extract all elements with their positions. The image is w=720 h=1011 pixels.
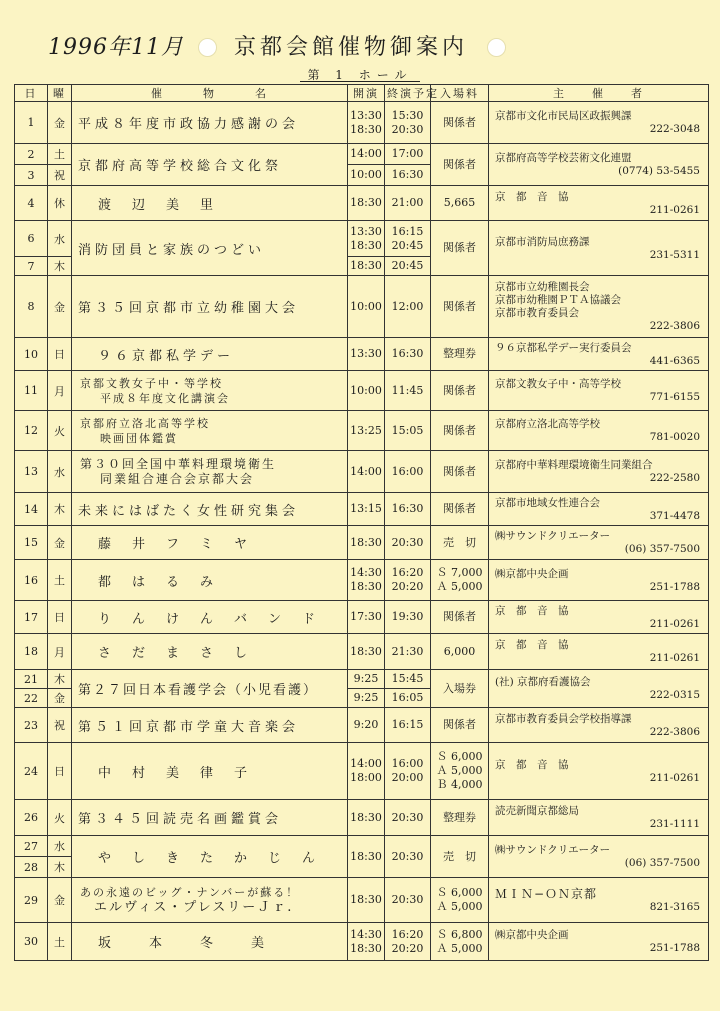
event-name: 第３５回京都市立幼稚園大会 xyxy=(72,276,348,338)
table-row: 2 土 京都府高等学校総合文化祭 14:00 17:00 関係者 京都府高等学校芸術文化連盟 (0774) 53-5455 xyxy=(15,144,709,165)
col-day: 日 xyxy=(15,85,48,102)
table-row: 7 木 18:30 20:45 xyxy=(15,257,709,276)
title xyxy=(48,30,469,61)
punch-hole-right xyxy=(487,38,506,57)
table-row: 6 水 消防団員と家族のつどい 13:30 18:30 16:15 20:45 関係者 京都市消防局庶務課 231-5311 xyxy=(15,221,709,257)
hall-label: 第 1 ホール xyxy=(307,68,413,82)
event-name: 都 は る み xyxy=(72,560,348,601)
event-name: 第３４５回読売名画鑑賞会 xyxy=(72,800,348,836)
table-row: 4 休 渡 辺 美 里 18:30 21:00 5,665 京 都 音 協 211-0261 xyxy=(15,186,709,221)
col-start: 開演 xyxy=(348,85,385,102)
table-row: 16 土 都 は る み 14:30 18:30 16:20 20:20 Ｓ 7,000 Ａ 5,000 ㈱京都中央企画 251-1788 xyxy=(15,560,709,601)
table-row: 12 火 京都府立洛北高等学校 映画団体鑑賞 13:25 15:05 関係者 京都府立洛北高等学校 781-0020 xyxy=(15,411,709,451)
table-row: 10 日 ９６京都私学デー 13:30 16:30 整理券 ９６京都私学デー実行委員会 441-6365 xyxy=(15,338,709,371)
table-row: 26 火 第３４５回読売名画鑑賞会 18:30 20:30 整理券 読売新聞京都総局 231-1111 xyxy=(15,800,709,836)
event-name: 渡 辺 美 里 xyxy=(72,186,348,221)
table-row: 13 水 第３０回全国中華料理環境衛生 同業組合連合会京都大会 14:00 16:00 関係者 京都府中華料理環境衛生同業組合 222-2580 xyxy=(15,451,709,493)
table-row: 18 月 さ だ ま さ し 18:30 21:30 6,000 京 都 音 協 211-0261 xyxy=(15,634,709,670)
event-name: あの永遠のビッグ・ナンバーが蘇る！ エルヴィス・プレスリーＪｒ. xyxy=(72,878,348,923)
punch-hole-left xyxy=(198,38,217,57)
event-name: 京都府高等学校総合文化祭 xyxy=(72,144,348,186)
event-name: り ん け ん バ ン ド xyxy=(72,601,348,634)
table-row: 3 祝 10:00 16:30 xyxy=(15,165,709,186)
table-row: 14 木 未来にはばたく女性研究集会 13:15 16:30 関係者 京都市地域女性連合会 371-4478 xyxy=(15,493,709,526)
event-name: や し き た か じ ん xyxy=(72,836,348,878)
main-title: 京都会館催物御案内 xyxy=(234,35,469,60)
event-name: 未来にはばたく女性研究集会 xyxy=(72,493,348,526)
event-name: 平成８年度市政協力感謝の会 xyxy=(72,102,348,144)
event-name: 京都文教女子中・等学校 平成８年度文化講演会 xyxy=(72,371,348,411)
event-name: 第２７回日本看護学会（小児看護） xyxy=(72,670,348,708)
col-dow: 曜 xyxy=(48,85,72,102)
event-name: 中 村 美 律 子 xyxy=(72,743,348,800)
event-name: 消防団員と家族のつどい xyxy=(72,221,348,276)
col-event: 催 物 名 xyxy=(72,85,348,102)
table-row: 30 土 坂 本 冬 美 14:30 18:30 16:20 20:20 Ｓ 6,800 Ａ 5,000 ㈱京都中央企画 251-1788 xyxy=(15,923,709,961)
col-admission: 入場料 xyxy=(431,85,489,102)
event-name: ９６京都私学デー xyxy=(72,338,348,371)
table-row: 28 木 xyxy=(15,857,709,878)
table-row: 15 金 藤 井 フ ミ ヤ 18:30 20:30 売 切 ㈱サウンドクリエーター (06) 357-7500 xyxy=(15,526,709,560)
table-row: 17 日 り ん け ん バ ン ド 17:30 19:30 関係者 京 都 音 協 211-0261 xyxy=(15,601,709,634)
table-row: 23 祝 第５１回京都市学童大音楽会 9:20 16:15 関係者 京都市教育委員会学校指導課 222-3806 xyxy=(15,708,709,743)
event-name: 第５１回京都市学童大音楽会 xyxy=(72,708,348,743)
hall-underline xyxy=(300,81,420,82)
table-row: 24 日 中 村 美 律 子 14:00 18:00 16:00 20:00 Ｓ 6,000 Ａ 5,000 Ｂ 4,000 京 都 音 協 211-0261 xyxy=(15,743,709,800)
table-row: 29 金 あの永遠のビッグ・ナンバーが蘇る！ エルヴィス・プレスリーＪｒ. 18:30 20:30 Ｓ 6,000 Ａ 5,000 ＭＩＮ−ＯＮ京都 821-3165 xyxy=(15,878,709,923)
event-name: さ だ ま さ し xyxy=(72,634,348,670)
table-row: 27 水 や し き た か じ ん 18:30 20:30 売 切 ㈱サウンドクリエーター (06) 357-7500 xyxy=(15,836,709,857)
col-end: 終演予定 xyxy=(385,85,431,102)
schedule-table xyxy=(14,84,709,961)
header-row xyxy=(15,85,709,102)
table-row: 1 金 平成８年度市政協力感謝の会 13:30 18:30 15:30 20:30 関係者 京都市文化市民局区政振興課 222-3048 xyxy=(15,102,709,144)
date-title: 1996年11月 xyxy=(48,35,184,60)
event-name: 坂 本 冬 美 xyxy=(72,923,348,961)
event-name: 第３０回全国中華料理環境衛生 同業組合連合会京都大会 xyxy=(72,451,348,493)
col-organizer: 主 催 者 xyxy=(489,85,709,102)
table-row: 22 金 9:25 16:05 xyxy=(15,689,709,708)
table-row: 8 金 第３５回京都市立幼稚園大会 10:00 12:00 関係者 京都市立幼稚園長会 京都市幼稚園ＰＴＡ協議会 京都市教育委員会 222-3806 xyxy=(15,276,709,338)
table-row: 11 月 京都文教女子中・等学校 平成８年度文化講演会 10:00 11:45 関係者 京都文教女子中・高等学校 771-6155 xyxy=(15,371,709,411)
event-name: 藤 井 フ ミ ヤ xyxy=(72,526,348,560)
event-name: 京都府立洛北高等学校 映画団体鑑賞 xyxy=(72,411,348,451)
table-row: 21 木 第２７回日本看護学会（小児看護） 9:25 15:45 入場券 (社) 京都府看護協会 222-0315 xyxy=(15,670,709,689)
